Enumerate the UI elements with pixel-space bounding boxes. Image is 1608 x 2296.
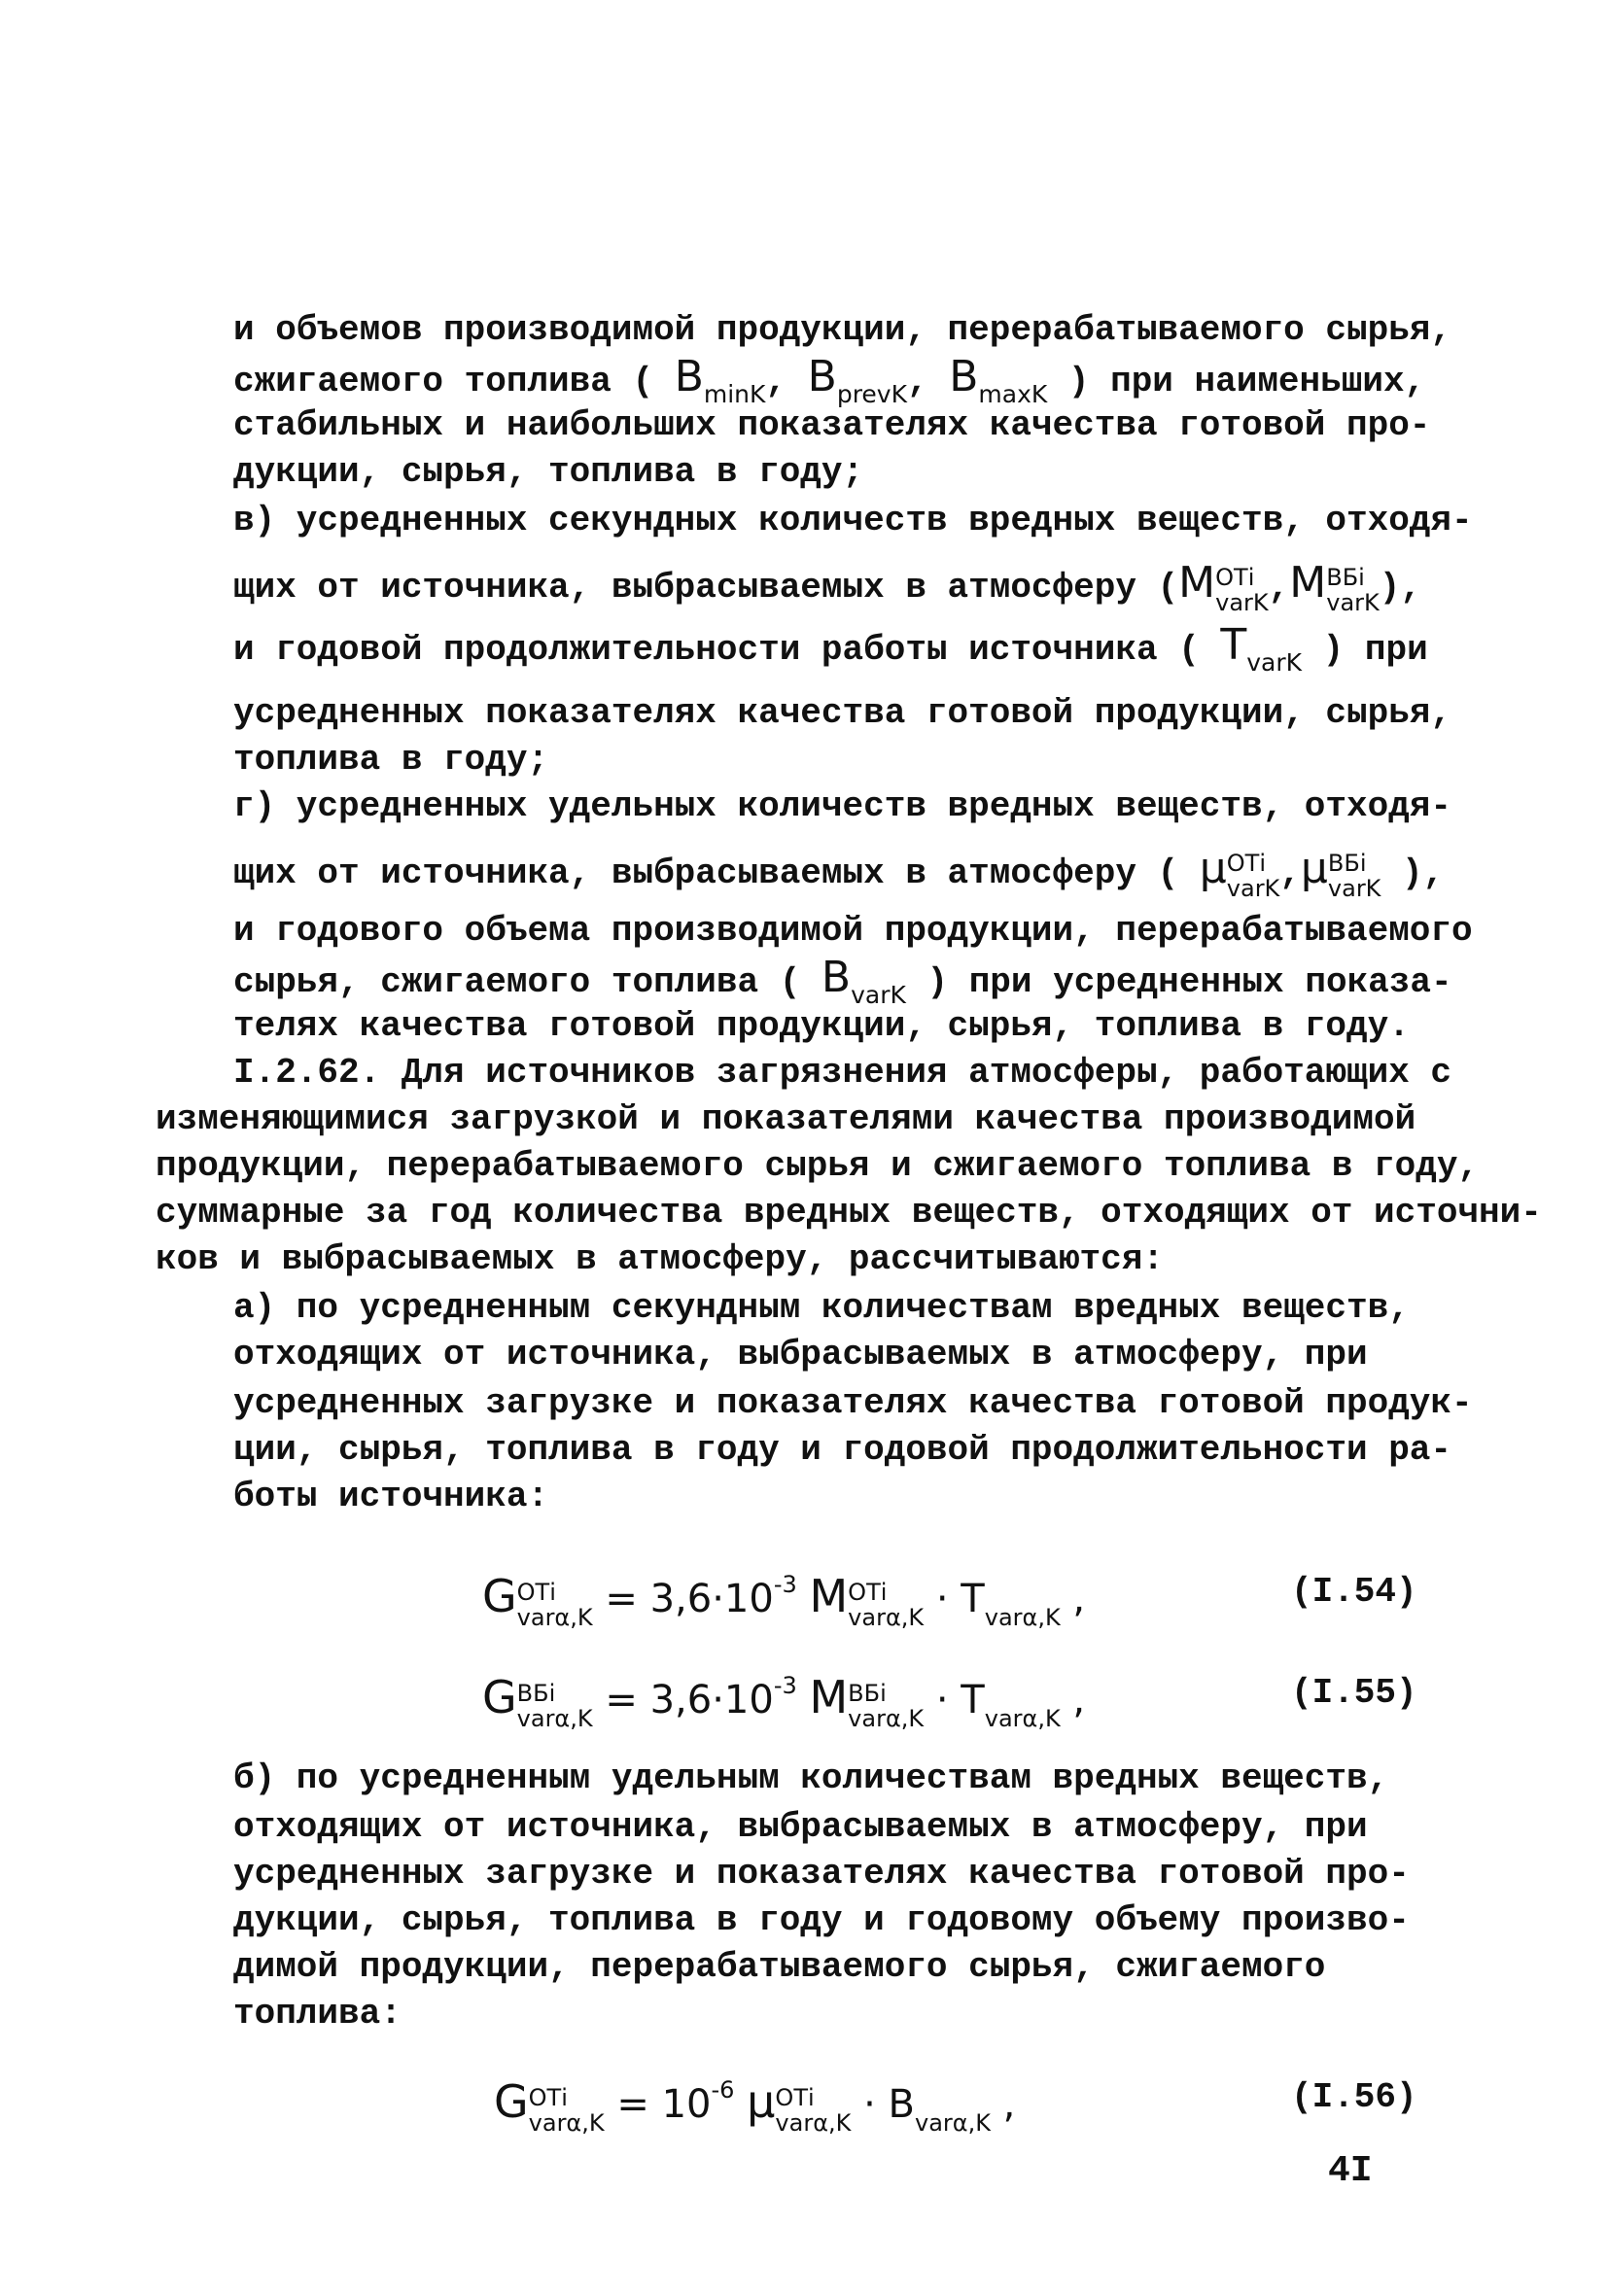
equation-number: (I.54) [1291,1572,1417,1612]
text-line: стабильных и наибольших показателях качества готовой про- [233,405,1431,445]
text-line: ков и выбрасываемых в атмосферу, рассчитываются: [156,1239,1164,1279]
text-line: усредненных показателях качества готовой продукции, сырья, [233,693,1452,733]
text-line: дукции, сырья, топлива в году; [233,452,864,492]
symbol-B: B [674,352,704,401]
text-line: усредненных загрузке и показателях качества готовой про- [233,1854,1410,1894]
text-line: топлива в году; [233,740,549,780]
text-line: отходящих от источника, выбрасываемых в атмосферу, при [233,1335,1368,1374]
equation-number: (I.55) [1291,1673,1417,1713]
text-line: боты источника: [233,1477,549,1516]
formula-i55: G ВБi varα,K = $3,6\cdot 10^{-3}$ M ВБi varα,K · T varα,K , [482,1671,1086,1732]
text-line: сырья, сжигаемого топлива ( $B_{varK}$ ) при усредненных показа- [233,953,1452,1009]
text-line: телях качества готовой продукции, сырья, топлива в году. [233,1006,1410,1046]
text-line: и годового объема производимой продукции, перерабатываемого [233,911,1473,951]
formula-i56: G ОТi varα,K = $10^{-6}$ μ ОТi varα,K · B varα,K , [494,2075,1016,2137]
text-line: и объемов производимой продукции, перерабатываемого сырья, [233,310,1452,350]
text-line: изменяющимися загрузкой и показателями качества производимой [156,1099,1416,1139]
text-line: г) усредненных удельных количеств вредных веществ, отходя- [233,786,1452,826]
text-line: дукции, сырья, топлива в году и годовому объему произво- [233,1900,1410,1940]
equation-number: (I.56) [1291,2077,1417,2117]
page-number: 4I [1328,2150,1373,2192]
text-line: и годовой продолжительности работы источника ( $T_{varK}$ ) при [233,620,1428,677]
text-line: щих от источника, выбрасываемых в атмосферу (M ОТi varK ,M ВБi varK ), [233,558,1421,616]
formula-i54: G ОТi varα,K = $3,6\cdot 10^{-3}$ M ОТi varα,K · T varα,K , [482,1570,1086,1631]
text-line: отходящих от источника, выбрасываемых в атмосферу, при [233,1807,1368,1847]
text-line: в) усредненных секундных количеств вредных веществ, отходя- [233,501,1473,540]
text-line: усредненных загрузке и показателях качества готовой продук- [233,1383,1473,1423]
text-line: топлива: [233,1994,402,2034]
text-line: ции, сырья, топлива в году и годовой продолжительности ра- [233,1430,1452,1470]
text-line: щих от источника, выбрасываемых в атмосферу ( μ ОТi varK ,μ ВБi varK ), [233,844,1445,902]
text-line: б) по усредненным удельным количествам вредных веществ, [233,1758,1389,1798]
text-line: сжигаемого топлива ( $B_{minK}$, $B_{prevK}$, $B_{maxK}$ ) при наименьших, [233,352,1426,408]
text-line: димой продукции, перерабатываемого сырья, сжигаемого [233,1947,1326,1987]
text-line: суммарные за год количества вредных веществ, отходящих от источни- [156,1193,1542,1233]
text-line: а) по усредненным секундным количествам вредных веществ, [233,1288,1410,1328]
text-line: продукции, перерабатываемого сырья и сжигаемого топлива в году, [156,1146,1480,1186]
text-line: I.2.62. Для источников загрязнения атмосферы, работающих с [233,1053,1452,1093]
